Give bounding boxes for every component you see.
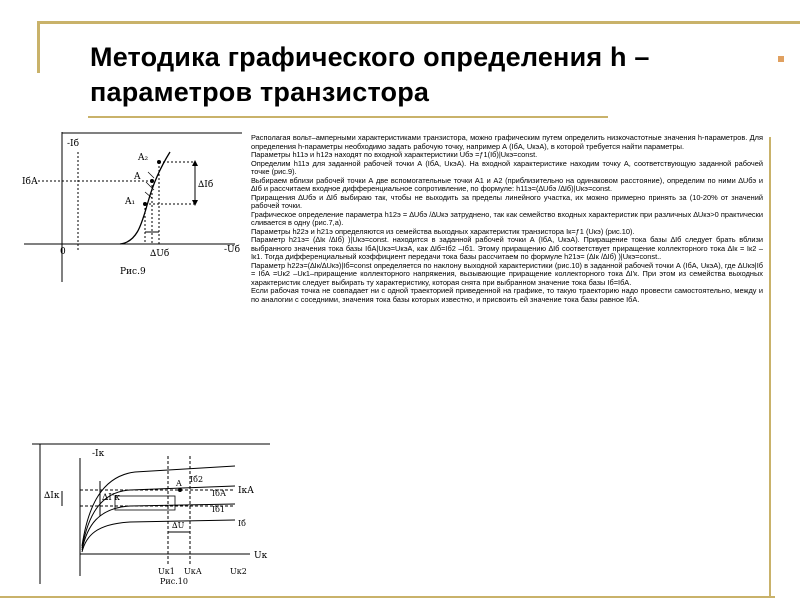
- fig10-work-area: [115, 496, 175, 510]
- fig10-ik-axis-label: -Iк: [92, 449, 105, 459]
- fig10-ib-label: Iб: [238, 519, 246, 528]
- fig10-uka-label: UкА: [184, 567, 202, 576]
- fig9-point-a1: [143, 202, 147, 206]
- paragraph: Параметры h22э и h21э определяются из семейства выходных характеристик транзистора Iк=ƒ1 (Uкэ) (рис.10).: [251, 226, 635, 236]
- fig10-caption: Рис.10: [160, 577, 188, 586]
- fig9-ib-axis-label: -Iб: [67, 139, 80, 149]
- paragraph: Параметры h11э и h12э находят по входной характеристики Uбэ =ƒ1(Iб)|Uкэ=const.: [251, 150, 538, 159]
- fig10-point-a: [178, 488, 182, 492]
- fig9-hatch: [145, 172, 154, 198]
- fig10-dik-prime-label: ∆I'к: [102, 493, 120, 503]
- paragraph: Определим h11э для заданной рабочей точки А (IбА, UкэА). На входной характеристике находим точку А, соответствующую заданной рабочей точке (рис.9).: [251, 158, 763, 176]
- figure-9-input-characteristic: [20, 132, 242, 282]
- fig10-curve-4: [82, 520, 235, 552]
- fig10-uk-axis-label: Uк: [254, 551, 268, 561]
- bottom-line: [0, 596, 775, 598]
- fig9-point-a2: [157, 160, 161, 164]
- fig10-uk1-label: Uк1: [158, 567, 175, 576]
- fig10-du-label: ∆U: [172, 521, 185, 530]
- fig9-dib-label: ∆Iб: [198, 180, 214, 190]
- figure-10-output-characteristics: [30, 436, 272, 586]
- fig9-a2-label: A₂: [138, 153, 149, 163]
- slide-title-line2: параметров транзистора: [90, 77, 430, 107]
- fig9-origin-label: 0: [60, 247, 66, 257]
- paragraph: Приращения ∆Uбэ и ∆Iб выбираю так, чтобы не выходить за пределы линейного участка, их можно примерно принять за (10-20% от значений рабочей точки.: [251, 192, 763, 210]
- paragraph: Параметр h21э= (∆Iк /∆Iб) )|Uкэ=const. находится в заданной рабочей точки А (IбА, UкэА). Приращение тока базы ∆Iб следует брать вблизи выбранного значения тока базы IбА|Uкэ=UкэА, как ∆Iб=Iб2 –Iб1. Этому приращению ∆Iб соответствует приращение коллекторного тока ∆Iк = Iк2 –Iк1. Тогда дифференциальный коэффициент передачи тока базы рассчитаем по формуле h21э= (∆Iк /∆Iб) )|Uкэ=const..: [251, 235, 763, 261]
- slide-title: [90, 40, 795, 110]
- fig10-a-label: A: [176, 479, 182, 488]
- paragraph: Выбираем вблизи рабочей точки А две вспомогательные точки А1 и А2 (приблизительно на одинаковом расстояние), определим по ними ∆Uбэ и ∆Iб и рассчитаем входное дифференциальное сопротивление, по формуле: h11э=(∆Uбэ /∆Iб)|Uкэ=const.: [251, 175, 763, 193]
- fig9-iba-label: IбА: [22, 177, 38, 187]
- fig9-a1-label: A₁: [125, 197, 136, 207]
- paragraph: Параметр h22э=(∆Iк/∆Uкэ)|Iб=const определяется по наклону выходной характеристики (рис.10) в заданной рабочей точки А (IбА, UкэА), где ∆Uкэ|Iб = IбА =Uк2 –Uк1–приращение коллекторного напряжения, вызывающие приращение коллекторного тока ∆I'к. При этом из семейства выходных характеристик следует выбирать ту характеристику, которая снята при выбранном значение тока базы Iб=IбА.: [251, 260, 763, 287]
- explanation-text: [251, 134, 763, 304]
- slide-title-line1: Методика графического определения h –: [90, 42, 650, 72]
- fig10-dik-label: ∆Iк: [44, 491, 60, 501]
- fig9-ub-axis-label: -Uб: [224, 245, 241, 255]
- fig9-caption: Рис.9: [120, 267, 146, 277]
- title-bullet-dot: [778, 56, 784, 62]
- fig9-a-label: A: [134, 172, 141, 182]
- fig10-iba-label: IбА: [212, 489, 227, 498]
- fig9-dub-label: ∆Uб: [150, 249, 170, 259]
- paragraph: Если рабочая точка не совпадает ни с одной траекторией приведенной на графике, то такую траекторию надо провести самостоятельно, между и по аналогии с соседними, значения тока базы которых известно, и присвоить ей значение тока базы равное IбА.: [251, 286, 763, 304]
- fig9-point-a: [150, 179, 154, 183]
- paragraph: Располагая вольт–амперными характеристиками транзистора, можно графическим путем определить низкочастотные значения h-параметров. Для определения h-параметры необходимо задать рабочую точку, например А (IбА, UкэА), в которой требуется найти параметры.: [251, 133, 763, 151]
- fig10-uk2-label: Uк2: [230, 567, 247, 576]
- fig10-ika-label: IкА: [238, 486, 254, 496]
- fig10-ib1-label: Iб1: [212, 505, 226, 514]
- right-side-line: [769, 137, 771, 597]
- frame-left-line: [37, 21, 40, 73]
- title-underline: [88, 116, 608, 118]
- paragraph: Графическое определение параметра h12э = ∆Uбэ /∆Uкэ затруднено, так как семейство входных характеристик при различных ∆Uкэ>0 практически сливается в одну (рис.7,а).: [251, 209, 763, 227]
- fig10-ib2-label: Iб2: [190, 475, 204, 484]
- frame-top-line: [37, 21, 800, 24]
